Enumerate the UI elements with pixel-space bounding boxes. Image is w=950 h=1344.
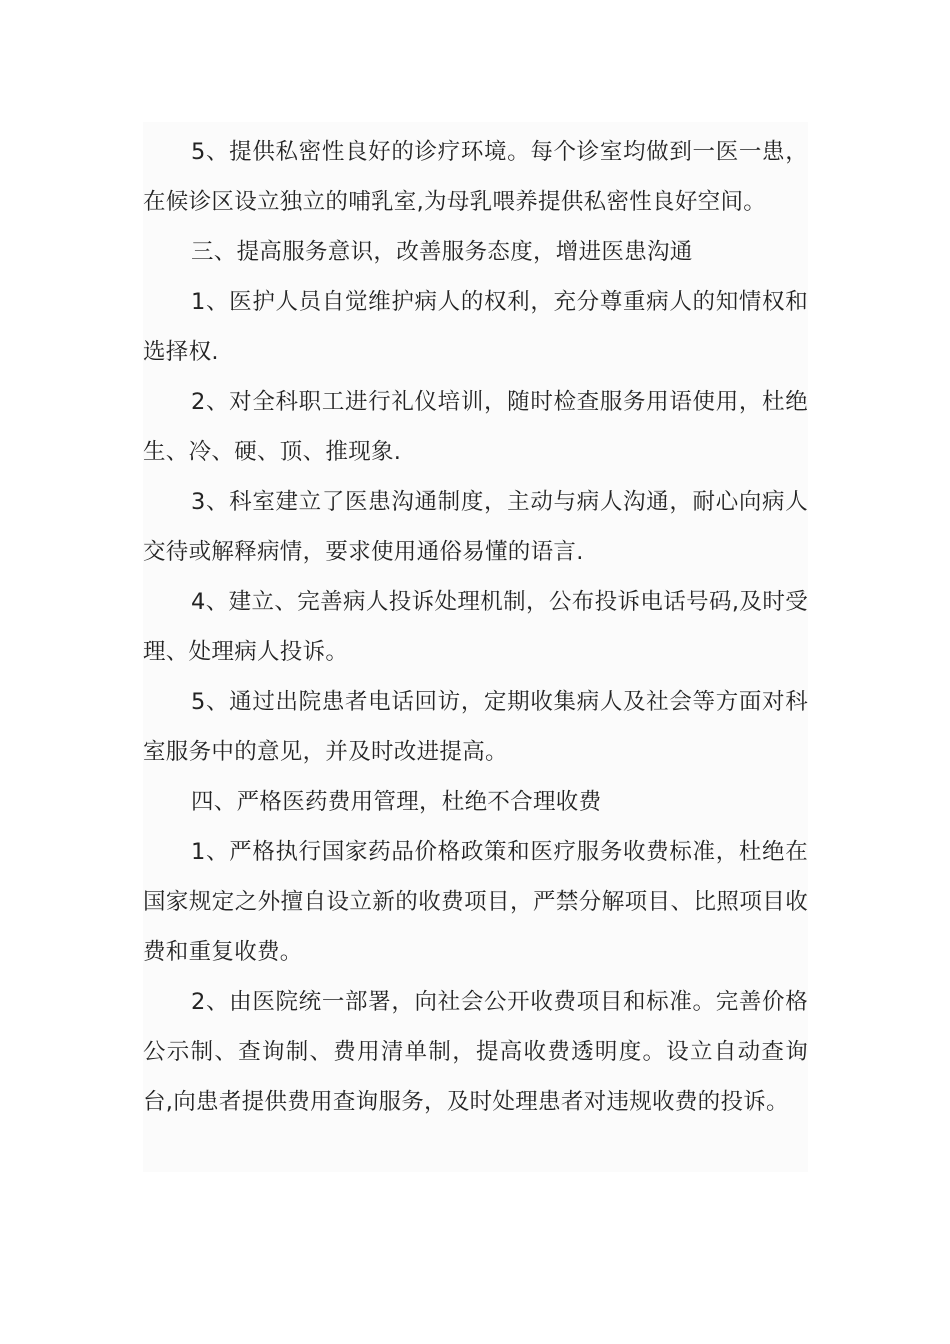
paragraph-pricing-policy: 1、严格执行国家药品价格政策和医疗服务收费标准，杜绝在国家规定之外擅自设立新的收费项目，严禁分解项目、比照项目收费和重复收费。	[143, 839, 808, 965]
paragraph-fee-transparency: 2、由医院统一部署，向社会公开收费项目和标准。完善价格公示制、查询制、费用清单制，提高收费透明度。设立自动查询台,向患者提供费用查询服务，及时处理患者对违规收费的投诉。	[143, 989, 808, 1115]
paragraph-follow-up-calls: 5、通过出院患者电话回访，定期收集病人及社会等方面对科室服务中的意见，并及时改进提高。	[143, 689, 808, 765]
paragraph-communication-system: 3、科室建立了医患沟通制度，主动与病人沟通，耐心向病人交待或解释病情，要求使用通俗易懂的语言.	[143, 489, 808, 565]
section-heading-fee-management: 四、严格医药费用管理，杜绝不合理收费	[191, 789, 602, 815]
paragraph-etiquette-training: 2、对全科职工进行礼仪培训，随时检查服务用语使用，杜绝生、冷、硬、顶、推现象.	[143, 389, 808, 465]
document-body	[143, 122, 808, 1172]
section-heading-service-awareness: 三、提高服务意识，改善服务态度，增进医患沟通	[191, 239, 693, 265]
paragraph-patient-rights: 1、医护人员自觉维护病人的权利，充分尊重病人的知情权和选择权.	[143, 289, 808, 365]
paragraph-complaint-mechanism: 4、建立、完善病人投诉处理机制，公布投诉电话号码,及时受理、处理病人投诉。	[143, 589, 808, 665]
paragraph-privacy-environment: 5、提供私密性良好的诊疗环境。每个诊室均做到一医一患，在候诊区设立独立的哺乳室,为母乳喂养提供私密性良好空间。	[143, 139, 808, 215]
